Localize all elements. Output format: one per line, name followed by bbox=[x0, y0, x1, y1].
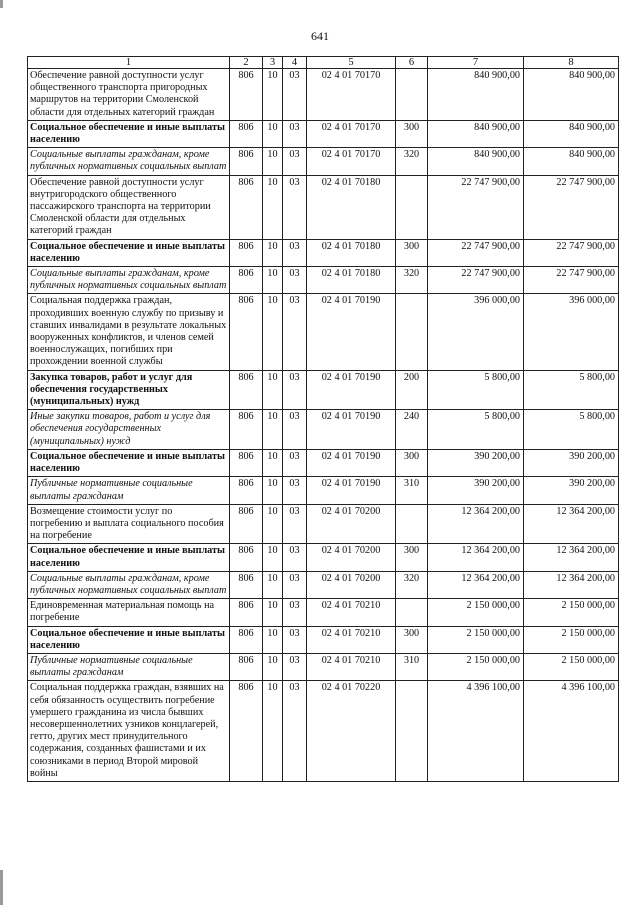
header-cell: 8 bbox=[524, 57, 619, 69]
section-code: 10 bbox=[263, 410, 283, 450]
row-name: Социальное обеспечение и иные выплаты населению bbox=[28, 449, 230, 476]
amount-total: 12 364 200,00 bbox=[524, 571, 619, 598]
header-cell: 7 bbox=[428, 57, 524, 69]
header-cell: 1 bbox=[28, 57, 230, 69]
section-code: 10 bbox=[263, 653, 283, 680]
subsection-code: 03 bbox=[283, 120, 307, 147]
admin-code: 806 bbox=[230, 571, 263, 598]
amount-total: 840 900,00 bbox=[524, 69, 619, 121]
admin-code: 806 bbox=[230, 69, 263, 121]
amount-total: 396 000,00 bbox=[524, 294, 619, 370]
admin-code: 806 bbox=[230, 148, 263, 175]
table-row bbox=[28, 294, 619, 370]
admin-code: 806 bbox=[230, 653, 263, 680]
admin-code: 806 bbox=[230, 370, 263, 410]
target-article-code: 02 4 01 70210 bbox=[307, 626, 396, 653]
expense-type-code: 310 bbox=[396, 477, 428, 504]
expense-type-code: 320 bbox=[396, 267, 428, 294]
amount-total: 12 364 200,00 bbox=[524, 504, 619, 544]
header-cell: 5 bbox=[307, 57, 396, 69]
amount-total: 22 747 900,00 bbox=[524, 175, 619, 239]
row-name: Социальные выплаты гражданам, кроме публичных нормативных социальных выплат bbox=[28, 267, 230, 294]
row-name: Возмещение стоимости услуг по погребению и выплата социального пособия на погребение bbox=[28, 504, 230, 544]
expense-type-code: 200 bbox=[396, 370, 428, 410]
amount-total: 2 150 000,00 bbox=[524, 653, 619, 680]
subsection-code: 03 bbox=[283, 571, 307, 598]
target-article-code: 02 4 01 70190 bbox=[307, 449, 396, 476]
expense-type-code: 320 bbox=[396, 148, 428, 175]
row-name: Социальные выплаты гражданам, кроме публичных нормативных социальных выплат bbox=[28, 148, 230, 175]
subsection-code: 03 bbox=[283, 267, 307, 294]
expense-type-code bbox=[396, 681, 428, 782]
section-code: 10 bbox=[263, 504, 283, 544]
row-name: Публичные нормативные социальные выплаты гражданам bbox=[28, 653, 230, 680]
target-article-code: 02 4 01 70180 bbox=[307, 175, 396, 239]
amount-approved: 22 747 900,00 bbox=[428, 239, 524, 266]
subsection-code: 03 bbox=[283, 653, 307, 680]
amount-approved: 5 800,00 bbox=[428, 370, 524, 410]
section-code: 10 bbox=[263, 370, 283, 410]
section-code: 10 bbox=[263, 681, 283, 782]
row-name: Социальное обеспечение и иные выплаты населению bbox=[28, 120, 230, 147]
admin-code: 806 bbox=[230, 267, 263, 294]
expense-type-code bbox=[396, 294, 428, 370]
expense-type-code bbox=[396, 175, 428, 239]
amount-approved: 390 200,00 bbox=[428, 449, 524, 476]
target-article-code: 02 4 01 70190 bbox=[307, 410, 396, 450]
table-row bbox=[28, 69, 619, 121]
subsection-code: 03 bbox=[283, 599, 307, 626]
expense-type-code bbox=[396, 504, 428, 544]
amount-approved: 12 364 200,00 bbox=[428, 504, 524, 544]
admin-code: 806 bbox=[230, 175, 263, 239]
amount-approved: 390 200,00 bbox=[428, 477, 524, 504]
table-row bbox=[28, 626, 619, 653]
table-row bbox=[28, 267, 619, 294]
admin-code: 806 bbox=[230, 449, 263, 476]
table-row bbox=[28, 681, 619, 782]
section-code: 10 bbox=[263, 599, 283, 626]
table-row bbox=[28, 477, 619, 504]
amount-approved: 12 364 200,00 bbox=[428, 571, 524, 598]
amount-approved: 2 150 000,00 bbox=[428, 599, 524, 626]
row-name: Единовременная материальная помощь на погребение bbox=[28, 599, 230, 626]
admin-code: 806 bbox=[230, 120, 263, 147]
amount-approved: 840 900,00 bbox=[428, 69, 524, 121]
admin-code: 806 bbox=[230, 294, 263, 370]
amount-approved: 840 900,00 bbox=[428, 148, 524, 175]
expense-type-code: 300 bbox=[396, 239, 428, 266]
amount-approved: 12 364 200,00 bbox=[428, 544, 524, 571]
row-name: Социальное обеспечение и иные выплаты населению bbox=[28, 239, 230, 266]
target-article-code: 02 4 01 70200 bbox=[307, 571, 396, 598]
row-name: Обеспечение равной доступности услуг общественного транспорта пригородных маршрутов на территории Смоленской области для отдельных категорий граждан bbox=[28, 69, 230, 121]
page-number: 641 bbox=[311, 29, 329, 43]
admin-code: 806 bbox=[230, 239, 263, 266]
table-row bbox=[28, 148, 619, 175]
section-code: 10 bbox=[263, 120, 283, 147]
admin-code: 806 bbox=[230, 410, 263, 450]
row-name: Закупка товаров, работ и услуг для обеспечения государственных (муниципальных) нужд bbox=[28, 370, 230, 410]
subsection-code: 03 bbox=[283, 69, 307, 121]
admin-code: 806 bbox=[230, 504, 263, 544]
row-name: Социальная поддержка граждан, взявших на себя обязанность осуществить погребение умершего гражданина из числа бывших несовершеннолетних узников концлагерей, гетто, других мест принудительного содержания, созданных фашистами и их союзниками в период Второй мировой войны bbox=[28, 681, 230, 782]
target-article-code: 02 4 01 70210 bbox=[307, 653, 396, 680]
subsection-code: 03 bbox=[283, 239, 307, 266]
target-article-code: 02 4 01 70190 bbox=[307, 294, 396, 370]
subsection-code: 03 bbox=[283, 477, 307, 504]
amount-total: 390 200,00 bbox=[524, 449, 619, 476]
row-name: Социальная поддержка граждан, проходивших военную службу по призыву и ставших инвалидами в результате локальных вооруженных конфликтов, и членов семей военнослужащих, погибших при прохождении военной службы bbox=[28, 294, 230, 370]
section-code: 10 bbox=[263, 267, 283, 294]
subsection-code: 03 bbox=[283, 626, 307, 653]
table-row bbox=[28, 120, 619, 147]
table-row bbox=[28, 653, 619, 680]
target-article-code: 02 4 01 70210 bbox=[307, 599, 396, 626]
target-article-code: 02 4 01 70220 bbox=[307, 681, 396, 782]
table-row bbox=[28, 571, 619, 598]
amount-total: 5 800,00 bbox=[524, 410, 619, 450]
amount-total: 22 747 900,00 bbox=[524, 267, 619, 294]
subsection-code: 03 bbox=[283, 544, 307, 571]
target-article-code: 02 4 01 70180 bbox=[307, 267, 396, 294]
header-cell: 2 bbox=[230, 57, 263, 69]
target-article-code: 02 4 01 70200 bbox=[307, 544, 396, 571]
expense-type-code: 240 bbox=[396, 410, 428, 450]
amount-total: 840 900,00 bbox=[524, 148, 619, 175]
table-row bbox=[28, 239, 619, 266]
subsection-code: 03 bbox=[283, 449, 307, 476]
subsection-code: 03 bbox=[283, 175, 307, 239]
subsection-code: 03 bbox=[283, 504, 307, 544]
section-code: 10 bbox=[263, 69, 283, 121]
header-cell: 3 bbox=[263, 57, 283, 69]
expense-type-code: 300 bbox=[396, 626, 428, 653]
section-code: 10 bbox=[263, 626, 283, 653]
expense-type-code: 310 bbox=[396, 653, 428, 680]
subsection-code: 03 bbox=[283, 294, 307, 370]
admin-code: 806 bbox=[230, 477, 263, 504]
table-row bbox=[28, 599, 619, 626]
section-code: 10 bbox=[263, 571, 283, 598]
target-article-code: 02 4 01 70180 bbox=[307, 239, 396, 266]
header-cell: 4 bbox=[283, 57, 307, 69]
row-name: Публичные нормативные социальные выплаты гражданам bbox=[28, 477, 230, 504]
target-article-code: 02 4 01 70190 bbox=[307, 477, 396, 504]
section-code: 10 bbox=[263, 477, 283, 504]
row-name: Социальное обеспечение и иные выплаты населению bbox=[28, 626, 230, 653]
amount-total: 2 150 000,00 bbox=[524, 626, 619, 653]
section-code: 10 bbox=[263, 449, 283, 476]
expense-type-code bbox=[396, 599, 428, 626]
table-row bbox=[28, 504, 619, 544]
amount-total: 22 747 900,00 bbox=[524, 239, 619, 266]
admin-code: 806 bbox=[230, 626, 263, 653]
target-article-code: 02 4 01 70170 bbox=[307, 69, 396, 121]
amount-approved: 22 747 900,00 bbox=[428, 267, 524, 294]
row-name: Иные закупки товаров, работ и услуг для обеспечения государственных (муниципальных) нужд bbox=[28, 410, 230, 450]
header-cell: 6 bbox=[396, 57, 428, 69]
amount-approved: 840 900,00 bbox=[428, 120, 524, 147]
scan-edge-mark-top bbox=[0, 0, 3, 8]
table-row bbox=[28, 449, 619, 476]
admin-code: 806 bbox=[230, 681, 263, 782]
table-row bbox=[28, 544, 619, 571]
amount-approved: 2 150 000,00 bbox=[428, 653, 524, 680]
row-name: Социальные выплаты гражданам, кроме публичных нормативных социальных выплат bbox=[28, 571, 230, 598]
admin-code: 806 bbox=[230, 544, 263, 571]
table-row bbox=[28, 175, 619, 239]
target-article-code: 02 4 01 70170 bbox=[307, 120, 396, 147]
table-row bbox=[28, 370, 619, 410]
amount-approved: 22 747 900,00 bbox=[428, 175, 524, 239]
section-code: 10 bbox=[263, 175, 283, 239]
amount-total: 5 800,00 bbox=[524, 370, 619, 410]
table-header-row bbox=[28, 57, 619, 69]
amount-total: 12 364 200,00 bbox=[524, 544, 619, 571]
amount-total: 4 396 100,00 bbox=[524, 681, 619, 782]
expense-type-code: 300 bbox=[396, 544, 428, 571]
expense-type-code: 320 bbox=[396, 571, 428, 598]
admin-code: 806 bbox=[230, 599, 263, 626]
amount-approved: 5 800,00 bbox=[428, 410, 524, 450]
subsection-code: 03 bbox=[283, 148, 307, 175]
expense-type-code: 300 bbox=[396, 449, 428, 476]
amount-approved: 396 000,00 bbox=[428, 294, 524, 370]
section-code: 10 bbox=[263, 294, 283, 370]
budget-table bbox=[27, 56, 619, 782]
amount-approved: 2 150 000,00 bbox=[428, 626, 524, 653]
amount-approved: 4 396 100,00 bbox=[428, 681, 524, 782]
amount-total: 2 150 000,00 bbox=[524, 599, 619, 626]
target-article-code: 02 4 01 70200 bbox=[307, 504, 396, 544]
row-name: Обеспечение равной доступности услуг внутригородского общественного пассажирского транспорта на территории Смоленской области для отдельных категорий граждан bbox=[28, 175, 230, 239]
subsection-code: 03 bbox=[283, 681, 307, 782]
subsection-code: 03 bbox=[283, 410, 307, 450]
amount-total: 840 900,00 bbox=[524, 120, 619, 147]
expense-type-code: 300 bbox=[396, 120, 428, 147]
subsection-code: 03 bbox=[283, 370, 307, 410]
target-article-code: 02 4 01 70170 bbox=[307, 148, 396, 175]
amount-total: 390 200,00 bbox=[524, 477, 619, 504]
section-code: 10 bbox=[263, 239, 283, 266]
row-name: Социальное обеспечение и иные выплаты населению bbox=[28, 544, 230, 571]
scan-edge-mark-bottom bbox=[0, 870, 3, 905]
expense-type-code bbox=[396, 69, 428, 121]
section-code: 10 bbox=[263, 148, 283, 175]
table-body bbox=[28, 57, 619, 782]
target-article-code: 02 4 01 70190 bbox=[307, 370, 396, 410]
table-row bbox=[28, 410, 619, 450]
section-code: 10 bbox=[263, 544, 283, 571]
